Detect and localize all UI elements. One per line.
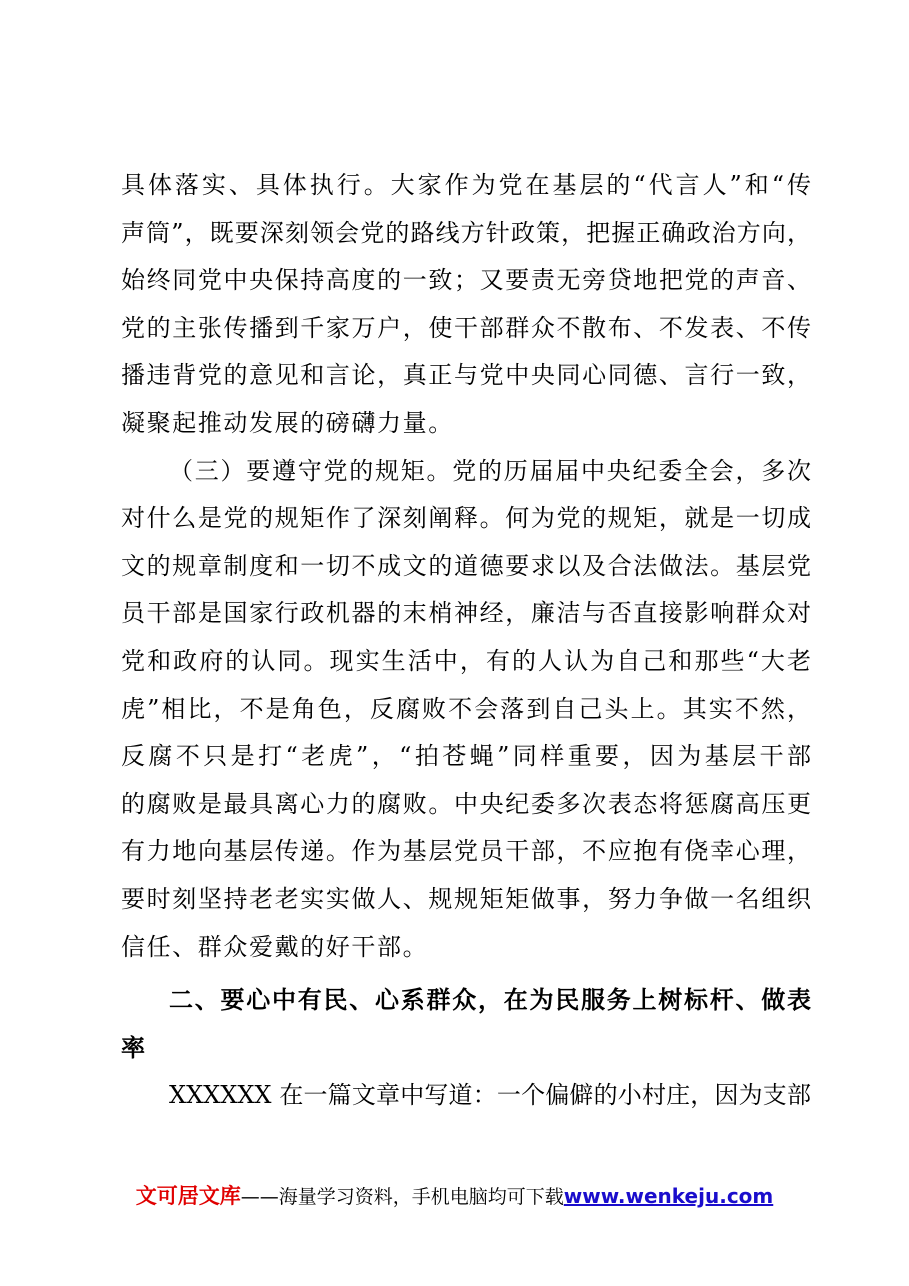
text-line: 员干部是国家行政机器的末梢神经，廉洁与否直接影响群众对: [121, 599, 811, 628]
text-line: 信任、群众爱戴的好干部。: [121, 932, 429, 961]
paragraph: [121, 162, 811, 448]
document-body: [121, 162, 811, 1120]
text-line: 党和政府的认同。现实生活中，有的人认为自己和那些“大老: [121, 646, 811, 675]
text-line: 党的主张传播到千家万户，使干部群众不散布、不发表、不传: [121, 313, 811, 342]
text-line: 要时刻坚持老老实实做人、规规矩矩做事，努力争做一名组织: [121, 884, 811, 913]
text-line: 凝聚起推动发展的磅礴力量。: [121, 408, 454, 437]
section-heading: [121, 977, 811, 1072]
heading-line: 率: [121, 1033, 147, 1062]
heading-line: 二、要心中有民、心系群众，在为民服务上树标杆、做表: [169, 986, 811, 1015]
paragraph: [121, 1072, 811, 1120]
text-line: （三）要遵守党的规矩。党的历届届中央纪委全会，多次: [169, 456, 811, 485]
text-line: 播违背党的意见和言论，真正与党中央同心同德、言行一致，: [121, 361, 811, 390]
text-line: 有力地向基层传递。作为基层党员干部，不应抱有侥幸心理，: [121, 837, 811, 866]
footer-description: ——海量学习资料，手机电脑均可下载: [240, 1186, 564, 1208]
brand-name: 文可居文库: [135, 1184, 241, 1208]
text-line: 具体落实、具体执行。大家作为党在基层的“代言人”和“传: [121, 171, 811, 199]
text-line: 对什么是党的规矩作了深刻阐释。何为党的规矩，就是一切成: [121, 504, 811, 533]
footer-banner: [0, 1180, 909, 1210]
text-line: 始终同党中央保持高度的一致；又要责无旁贷地把党的声音、: [121, 266, 811, 295]
text-line: 虎”相比，不是角色，反腐败不会落到自己头上。其实不然，: [121, 694, 811, 723]
text-line: 文的规章制度和一切不成文的道德要求以及合法做法。基层党: [121, 551, 811, 580]
text-line: 反腐不只是打“老虎”，“拍苍蝇”同样重要，因为基层干部: [121, 742, 811, 771]
website-link[interactable]: www.wenkeju.com: [563, 1184, 774, 1208]
text-line: XXXXXX 在一篇文章中写道：一个偏僻的小村庄，因为支部: [169, 1081, 811, 1110]
text-line: 的腐败是最具离心力的腐败。中央纪委多次表态将惩腐高压更: [121, 789, 811, 818]
text-line: 声筒”，既要深刻领会党的路线方针政策，把握正确政治方向，: [121, 218, 811, 247]
paragraph: [121, 448, 811, 972]
